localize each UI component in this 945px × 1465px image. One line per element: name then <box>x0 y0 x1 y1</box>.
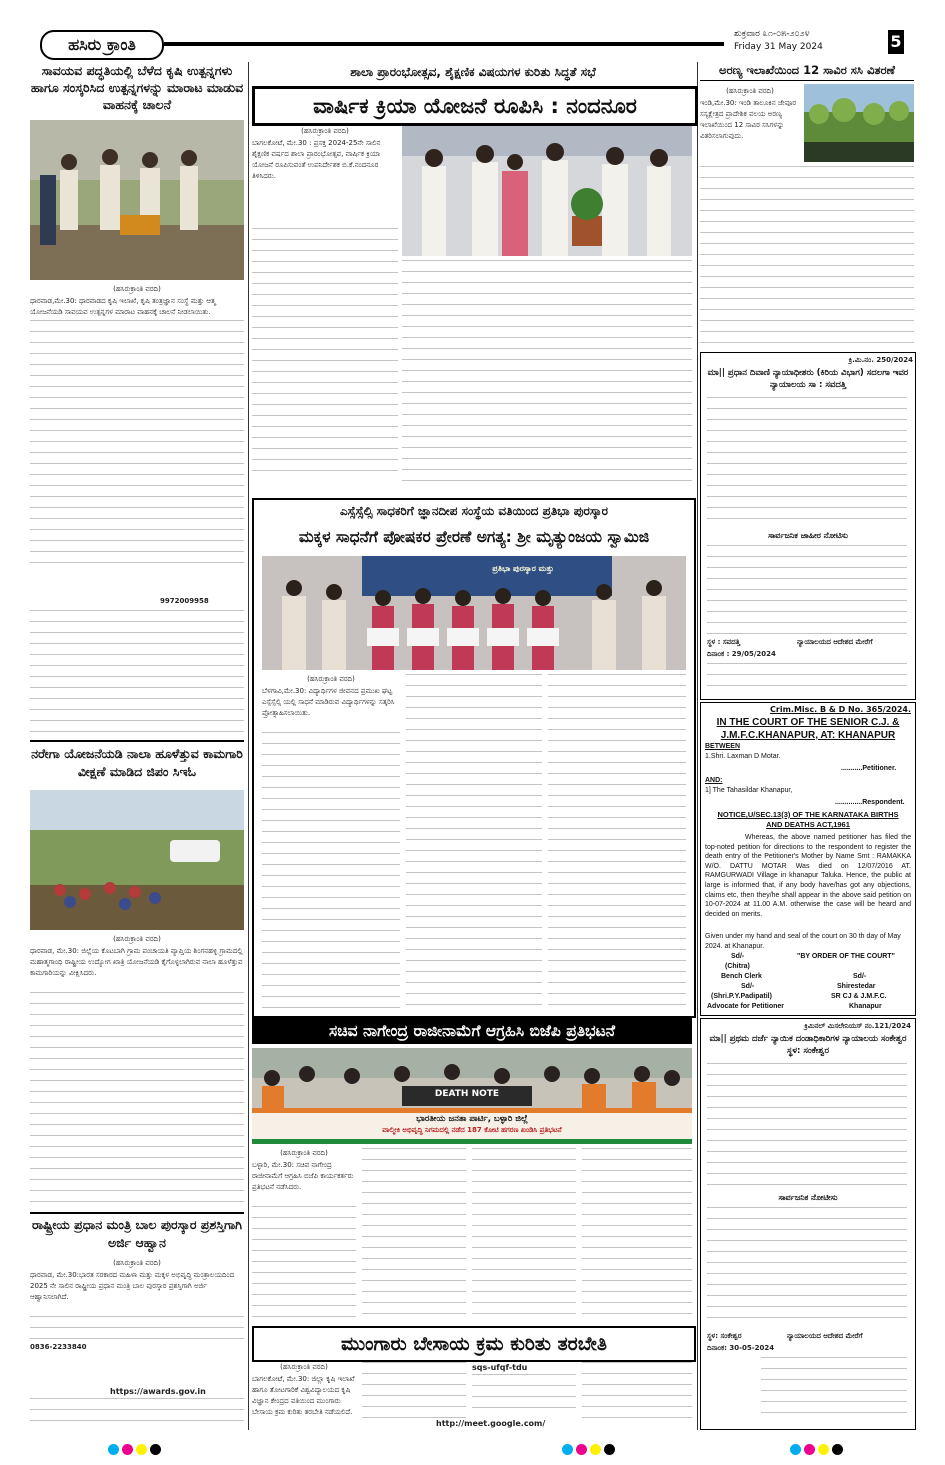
registration-marks <box>108 1440 164 1459</box>
masthead-rule <box>164 42 724 46</box>
story-headline: ಅರಣ್ಯ ಇಲಾಖೆಯಿಂದ 12 ಸಾವಿರ ಸಸಿ ವಿತರಣೆ <box>719 63 895 77</box>
story-body <box>262 732 400 1008</box>
clerk-name: (Chitra) <box>725 963 750 970</box>
headline: ಸಚಿವ ನಾಗೇಂದ್ರ ರಾಜೀನಾಮೆಗೆ ಆಗ್ರಹಿಸಿ ಬಿಜೆಪಿ ಪ್ರತಿಭಟನೆ <box>252 1018 692 1044</box>
story-body <box>30 610 244 736</box>
notice-signatories <box>761 1357 907 1423</box>
story-photo <box>262 556 686 670</box>
ceremony-photo <box>30 120 244 280</box>
story-lead: ಬೆಳಗಾವಿ,ಮೇ.30: ವಿದ್ಯಾರ್ಥಿಗಳ ಜೀವನದ ಪ್ರಮುಖ ಘಟ್ಟ ಎಸ್ಸೆಸ್ಸೆಲ್ಸಿ ಯಲ್ಲಿ ಸಾಧನೆ ಮಾಡಿರುವ ವಿದ್ಯಾರ್ಥಿಗಳನ್ನು ಸತ್ಕರಿಸಿ ಪ್ರೋತ್ಸಾಹಿಸಲಾಯಿತು. <box>262 687 395 717</box>
registration-dot <box>818 1444 829 1455</box>
award-story <box>252 498 696 1018</box>
meeting-url: http://meet.google.com/ <box>436 1419 546 1428</box>
order-of-court: "BY ORDER OF THE COURT" <box>797 953 895 960</box>
registration-dot <box>832 1444 843 1455</box>
notice-parties <box>707 397 907 527</box>
story-body <box>252 1206 356 1320</box>
protest-banner-title: ಭಾರತೀಯ ಜನತಾ ಪಾರ್ಟಿ, ಬಳ್ಳಾರಿ ಜಿಲ್ಲೆ <box>416 1114 528 1124</box>
byline: (ಹಸಿರುಕ್ರಾಂತಿ ವರದಿ) <box>280 1149 328 1157</box>
byline: (ಹಸಿರುಕ್ರಾಂತಿ ವರದಿ) <box>113 1259 161 1267</box>
kicker: ಶಾಲಾ ಪ್ರಾರಂಭೋತ್ಸವ, ಶೈಕ್ಷಣಿಕ ವಿಷಯಗಳ ಕುರಿತು ಸಿದ್ಧತೆ ಸಭೆ <box>350 65 596 79</box>
notice-date: ದಿನಾಂಕ: 30-05-2024 <box>707 1344 775 1352</box>
story-body <box>252 228 398 480</box>
story-body <box>362 1148 466 1320</box>
advocate-role: Advocate for Petitioner <box>707 1003 785 1010</box>
story-lead: ಬಳ್ಳಾರಿ, ಮೇ.30: ಸಚಿವ ನಾಗೇಂದ್ರ ರಾಜೀನಾಮೆಗೆ ಆಗ್ರಹಿಸಿ ಬಿಜೆಪಿ ಕಾರ್ಯಕರ್ತರು ಪ್ರತಿಭಟನೆ ನಡೆಸಿದರು. <box>252 1161 354 1191</box>
byline: (ಹಸಿರುಕ್ರಾಂತಿ ವರದಿ) <box>726 87 774 95</box>
notice-signature: ನ್ಯಾಯಾಲಯದ ಆದೇಶದ ಮೇರೆಗೆ <box>797 638 873 646</box>
notice-date: ದಿನಾಂಕ : 29/05/2024 <box>707 650 776 658</box>
signature-mark: Sd/- <box>731 953 745 960</box>
story-lead: ಧಾರವಾಡ, ಮೇ.30: ಜಿಲ್ಲೆಯ ಕೊಟಬಾಗಿ ಗ್ರಾಮ ಪಂಚಾಯತಿ ವ್ಯಾಪ್ತಿಯ ಶಿಂಗನಹಳ್ಳಿ ಗ್ರಾಮದಲ್ಲಿ ಮಹಾತ್ಮಗಾಂಧಿ ರಾಷ್ಟ್ರೀಯ ಉದ್ಯೋಗ ಖಾತ್ರಿ ಯೋಜನೆಯಡಿ ಕೈಗೊಳ್ಳಲಾಗಿರುವ ನಾಲಾ ಹೂಳೆತ್ತುವ ಕಾಮಗಾರಿಯನ್ನು ವೀಕ್ಷಿಸಿದರು. <box>30 947 243 977</box>
notice-place: ಸ್ಥಳ : ಸವದತ್ತಿ <box>707 638 740 646</box>
signature-mark: Sd/- <box>853 973 867 980</box>
court-name: ಮಾ|| ಪ್ರಥಮ ದರ್ಜೆ ನ್ಯಾಯಿಕ ದಂಡಾಧಿಕಾರಿಗಳ ನ್ಯಾಯಾಲಯ ಸಂಕೇಶ್ವರ ಸ್ಥಳ: ಸಂಕೇಶ್ವರ <box>709 1034 907 1056</box>
legal-notice-sankeshwar <box>700 1018 916 1430</box>
story-body <box>406 674 542 1008</box>
notice-signatories <box>707 663 907 693</box>
notice-body: Whereas, the above named petitioner has filed the top-noted petition for directions to the respondent to register the death entry of the Petitioner's Mother by Name Smt : RAMAKKA W/O. DATTU MOTAR Was died on 12/07/2016 AT. RAMGURWADI Village in khanapur Taluka. Hence, the public at large is informed that, if any body have/has got any objections, claims etc, then they/he shall appear in the above said petition on 10-07-2024 at 11.00 A.M. otherwise the case will be heard and decided on merits. <box>705 834 911 918</box>
registration-dot <box>590 1444 601 1455</box>
story-lead: ಬಾಗಲಕೋಟೆ, ಮೇ.30: ಜಿಲ್ಲಾ ಕೃಷಿ ಇಲಾಖೆ ಹಾಗೂ ತೋಟಗಾರಿಕೆ ವಿಶ್ವವಿದ್ಯಾಲಯದ ಕೃಷಿ ವಿಜ್ಞಾನ ಕೇಂದ್ರದ ವತಿಯಿಂದ ಮುಂಗಾರು ಬೇಸಾಯ ಕ್ರಮ ಕುರಿತು ತರಬೇತಿ ನಡೆಯಲಿದೆ. <box>252 1375 355 1416</box>
court-name: IN THE COURT OF THE SENIOR C.J. & J.M.F.C.KHANAPUR, AT: KHANAPUR <box>716 717 900 741</box>
registration-dot <box>562 1444 573 1455</box>
byline: (ಹಸಿರುಕ್ರಾಂತಿ ವರದಿ) <box>113 935 161 943</box>
death-note-board: DEATH NOTE <box>434 1089 500 1099</box>
registration-dot <box>790 1444 801 1455</box>
registration-dot <box>108 1444 119 1455</box>
awards-url: https://awards.gov.in <box>110 1387 206 1396</box>
story-headline: ಸಾವಯವ ಪದ್ಧತಿಯಲ್ಲಿ ಬೆಳೆದ ಕೃಷಿ ಉತ್ಪನ್ನಗಳು ಹಾಗೂ ಸಂಸ್ಕರಿಸಿದ ಉತ್ಪನ್ನಗಳನ್ನು ಮಾರಾಟ ಮಾಡುವ ವಾಹನಕ್ಕೆ ಚಾಲನೆ <box>30 63 244 112</box>
paper-name: ಹಸಿರು ಕ್ರಾಂತಿ <box>40 30 164 60</box>
column-rule <box>248 62 249 1430</box>
story-lead: ಇಂಡಿ,ಮೇ.30: ಇಂಡಿ ತಾಲೂಕಿನ ಜೇವೂರ ಸಸ್ಯಕ್ಷೇತ್ರದ ಪ್ರಾದೇಶಿಕ ವಲಯ ಅರಣ್ಯ ಇಲಾಖೆಯಿಂದ 12 ಸಾವಿರ ಸಸಿಗಳನ್ನು ವಿತರಿಸಲಾಗುವುದು. <box>700 99 797 140</box>
registration-marks <box>790 1440 846 1459</box>
notice-signature: ನ್ಯಾಯಾಲಯದ ಆದೇಶದ ಮೇರೆಗೆ <box>787 1332 863 1340</box>
story-lead: ಧಾರವಾಡ, ಮೇ.30:ಭಾರತ ಸರಕಾರದ ಮಹಿಳಾ ಮತ್ತು ಮಕ್ಕಳ ಅಭಿವೃದ್ಧಿ ಮಂತ್ರಾಲಯದಿಂದ 2025 ನೇ ಸಾಲಿನ ರಾಷ್ಟ್ರೀಯ ಪ್ರಧಾನ ಮಂತ್ರಿ ಬಾಲ ಪುರಸ್ಕಾರ ಪ್ರಶಸ್ತಿಗಾಗಿ ಅರ್ಜಿ ಆಹ್ವಾನಿಸಲಾಗಿದೆ. <box>30 1271 235 1301</box>
story-photo <box>30 790 244 930</box>
phone-number: 9972009958 <box>160 597 209 605</box>
notice-parties <box>707 1063 907 1189</box>
story-body <box>30 992 244 1210</box>
shirestedar-title: Shirestedar <box>837 983 876 990</box>
phone-number: 0836-2233840 <box>30 1343 87 1351</box>
story-body <box>30 1398 244 1428</box>
registration-dot <box>604 1444 615 1455</box>
petitioner-role: ...........Petitioner. <box>841 765 897 772</box>
registration-marks <box>562 1440 618 1459</box>
story-photo <box>402 126 692 256</box>
headline: ವಾರ್ಷಿಕ ಕ್ರಿಯಾ ಯೋಜನೆ ರೂಪಿಸಿ : ನಂದನೂರ <box>313 94 637 118</box>
notice-title: ಸಾರ್ವಜನಿಕ ನೋಟೀಸು <box>778 1193 838 1202</box>
advocate-name: (Shri.P.Y.Padipatil) <box>711 993 772 1000</box>
headline-box <box>252 86 698 126</box>
story-body <box>472 1148 576 1320</box>
clerk-title: Bench Clerk <box>721 973 762 980</box>
registration-dot <box>576 1444 587 1455</box>
registration-dot <box>150 1444 161 1455</box>
notice-body <box>707 545 907 635</box>
court-place: Khanapur <box>849 1003 882 1010</box>
story-lead: ಬಾಗಲಕೋಟೆ, ಮೇ.30 : ಪ್ರಸಕ್ತ 2024-25ನೇ ಸಾಲಿನ ಶೈಕ್ಷಣಿಕ ವರ್ಷದ ಶಾಲಾ ಪ್ರಾರಂಭೋತ್ಸವ, ವಾರ್ಷಿಕ ಕ್ರಿಯಾ ಯೋಜನೆ ರೂಪಿಸುವಂತೆ ಉಪನಿರ್ದೇಶಕ ಬಿ.ಕೆ.ನಂದನೂರ ತಿಳಿಸಿದರು. <box>252 139 381 180</box>
notice-title: ಸಾರ್ವಜನಿಕ ಜಾಹೀರ ನೋಟಿಸು <box>768 531 848 540</box>
notice-place: ಸ್ಥಳ: ಸಂಕೇಶ್ವರ <box>707 1332 742 1340</box>
case-number: ಕ್ರಿ.ಮಿ.ನಂ. 250/2024 <box>848 356 913 364</box>
page-number: 5 <box>888 30 904 54</box>
story-body <box>402 260 692 482</box>
divider <box>30 740 244 742</box>
signature-mark: Sd/- <box>741 983 755 990</box>
story-lead: ಧಾರವಾಡ,ಮೇ.30: ಧಾರವಾಡದ ಕೃಷಿ ಇಲಾಖೆ, ಕೃಷಿ ತಂತ್ರಜ್ಞಾನ ಸಂಸ್ಥೆ ಮತ್ತು ಆತ್ಮ ಯೋಜನೆಯಡಿ ಸಾವಯವ ಉತ್ಪನ್ನಗಳ ಮಾರಾಟ ವಾಹನಕ್ಕೆ ಚಾಲನೆ ನೀಡಲಾಯಿತು. <box>30 297 216 316</box>
worksite-photo <box>30 790 244 930</box>
divider <box>700 80 914 81</box>
kicker: ಎಸ್ಸೆಸ್ಸೆಲ್ಸಿ ಸಾಧಕರಿಗೆ ಜ್ಞಾನದೀಪ ಸಂಸ್ಥೆಯ ವತಿಯಿಂದ ಪ್ರತಿಭಾ ಪುರಸ್ಕಾರ <box>339 504 609 518</box>
byline: (ಹಸಿರುಕ್ರಾಂತಿ ವರದಿ) <box>307 675 355 683</box>
date-kannada: ಶುಕ್ರವಾರ ೩೧-೦೫-೨೦೨೪ <box>734 29 810 39</box>
story-photo <box>252 1048 692 1144</box>
story-photo <box>804 84 914 162</box>
protest-banner-subtitle: ವಾಲ್ಮೀಕಿ ಅಭಿವೃದ್ಧಿ ನಿಗಮದಲ್ಲಿ ನಡೆದ 187 ಕೋಟಿ ಹಗರಣ ಖಂಡಿಸಿ ಪ್ರತಿಭಟನೆ <box>382 1126 562 1134</box>
court-short: SR CJ & J.M.F.C. <box>831 993 887 1000</box>
byline: (ಹಸಿರುಕ್ರಾಂತಿ ವರದಿ) <box>301 127 349 135</box>
notice-given: Given under my hand and seal of the court on 30 th day of May 2024. at Khanapur. <box>705 933 901 950</box>
meeting-code: sqs-ufqf-tdu <box>472 1363 528 1372</box>
headline: ಮಕ್ಕಳ ಸಾಧನೆಗೆ ಪೋಷಕರ ಪ್ರೇರಣೆ ಅಗತ್ಯ: ಶ್ರೀ ಮೃತ್ಯುಂಜಯ ಸ್ವಾಮಿಜಿ <box>298 528 650 546</box>
divider <box>30 1212 244 1214</box>
case-number: Crim.Misc. B & D No. 365/2024. <box>770 705 911 714</box>
respondent-role: ..............Respondent. <box>835 799 905 806</box>
case-number: ಕ್ರಿಮಿನಲ್ ಮಿಸಲೇನಿಯಸ್ ನಂ.121/2024 <box>804 1022 911 1030</box>
headline: ಮುಂಗಾರು ಬೇಸಾಯ ಕ್ರಮ ಕುರಿತು ತರಬೇತಿ <box>341 1333 607 1355</box>
story-photo <box>30 120 244 280</box>
plant-ceremony-photo <box>402 126 692 256</box>
story-body <box>472 1374 576 1414</box>
masthead-date <box>734 28 884 54</box>
story-headline: ನರೇಗಾ ಯೋಜನೆಯಡಿ ನಾಲಾ ಹೂಳೆತ್ತುವ ಕಾಮಗಾರಿ ವೀಕ್ಷಣೆ ಮಾಡಿದ ಜಿಪಂ ಸಿಇಓ <box>31 746 243 779</box>
byline: (ಹಸಿರುಕ್ರಾಂತಿ ವರದಿ) <box>113 285 161 293</box>
masthead <box>40 28 908 60</box>
notice-subject: NOTICE,U/SEC.13(3) OF THE KARNATAKA BIRTHS AND DEATHS ACT,1961 <box>717 810 899 829</box>
story-body <box>30 320 244 572</box>
nursery-photo <box>804 84 914 162</box>
respondent-name: 1] The Tahasildar Khanapur, <box>705 787 793 794</box>
story-body <box>700 166 914 346</box>
registration-dot <box>136 1444 147 1455</box>
story-body <box>548 674 686 1008</box>
court-name: ಮಾ|| ಪ್ರಧಾನ ದಿವಾಣಿ ನ್ಯಾಯಾಧೀಶರು (ಕಿರಿಯ ವಿಭಾಗ) ಸದಲಗಾ ಇವರ ನ್ಯಾಯಾಲಯ ಸಾ : ಸವದತ್ತಿ <box>707 368 909 390</box>
story-headline: ರಾಷ್ಟ್ರೀಯ ಪ್ರಧಾನ ಮಂತ್ರಿ ಬಾಲ ಪುರಸ್ಕಾರ ಪ್ರಶಸ್ತಿಗಾಗಿ ಅರ್ಜಿ ಆಹ್ವಾನ <box>32 1217 242 1250</box>
column-rule <box>697 62 698 1430</box>
legal-notice-khanapur <box>700 702 916 1016</box>
notice-body <box>707 1207 907 1327</box>
date-english: Friday 31 May 2024 <box>734 42 823 52</box>
story-body <box>582 1148 692 1320</box>
byline: (ಹಸಿರುಕ್ರಾಂತಿ ವರದಿ) <box>280 1363 328 1371</box>
petitioner-name: 1.Shri. Laxman D Motar. <box>705 753 781 760</box>
story-body <box>30 1316 244 1340</box>
story-body <box>582 1362 692 1428</box>
legal-notice-savadatti <box>700 352 916 700</box>
banner-text: ಪ್ರತಿಭಾ ಪುರಸ್ಕಾರ ಮತ್ತು <box>492 564 554 573</box>
registration-dot <box>122 1444 133 1455</box>
and-label: AND: <box>705 777 723 784</box>
headline-box <box>252 1326 696 1362</box>
registration-dot <box>804 1444 815 1455</box>
between-label: BETWEEN <box>705 743 740 750</box>
